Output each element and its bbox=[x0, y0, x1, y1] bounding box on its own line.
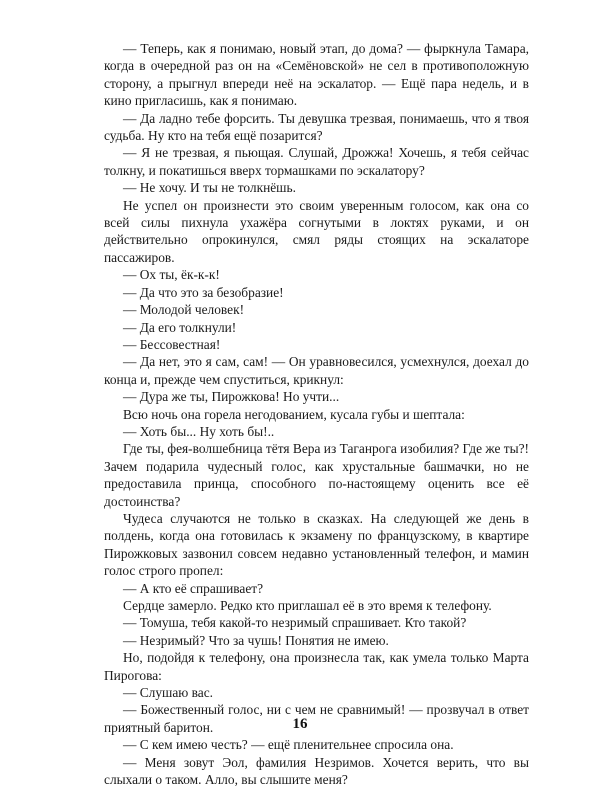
paragraph: — Хоть бы... Ну хоть бы!.. bbox=[123, 423, 275, 439]
paragraph: — Слушаю вас. bbox=[123, 685, 214, 701]
paragraph: — Молодой человек! bbox=[123, 302, 245, 318]
paragraph: Не успел он произнести это своим уверенным голосом, как она со всей силы пихнула ухажёра согнутыми в локтях руками, и он действительно опрокинулся, смял ряды стоящих на эскалаторе пассажиров. bbox=[104, 197, 529, 265]
paragraph: — Меня зовут Эол, фамилия Незримов. Хочется верить, что вы слыхали о таком. Алло, вы слышите меня? bbox=[104, 754, 529, 788]
paragraph: — Да его толкнули! bbox=[123, 319, 237, 335]
paragraph: — Да ладно тебе форсить. Ты девушка трезвая, понимаешь, что я твоя судьба. Ну кто на тебя ещё позарится? bbox=[104, 110, 529, 144]
paragraph: — Незримый? Что за чушь! Понятия не имею. bbox=[123, 632, 389, 648]
paragraph: Сердце замерло. Редко кто приглашал её в это время к телефону. bbox=[123, 598, 492, 613]
page-body-text bbox=[104, 40, 529, 788]
paragraph: Чудеса случаются не только в сказках. На следующей же день в полдень, когда она готовилась к экзамену по французскому, в квартире Пирожковых зазвонил совсем недавно установленный телефон, и мамин голос строго пропел: bbox=[104, 510, 529, 579]
paragraph: — А кто её спрашивает? bbox=[123, 580, 264, 596]
paragraph: — Не хочу. И ты не толкнёшь. bbox=[123, 180, 296, 196]
paragraph: Всю ночь она горела негодованием, кусала губы и шептала: bbox=[123, 406, 465, 422]
paragraph: — Да что это за безобразие! bbox=[123, 284, 284, 300]
paragraph: — Я не трезвая, я пьющая. Слушай, Дрожжа! Хочешь, я тебя сейчас толкну, и покатишься вверх тормашками по эскалатору? bbox=[104, 145, 529, 178]
paragraph: — Божественный голос, ни с чем не сравнимый! — прозвучал в ответ приятный баритон. bbox=[104, 702, 529, 735]
paragraph: — Да нет, это я сам, сам! — Он уравновесился, усмехнулся, доехал до конца и, прежде чем спуститься, крикнул: bbox=[104, 354, 529, 387]
paragraph: — Томуша, тебя какой-то незримый спрашивает. Кто такой? bbox=[123, 615, 467, 631]
paragraph: Но, подойдя к телефону, она произнесла так, как умела только Марта Пирогова: bbox=[104, 650, 529, 683]
page-number: 16 bbox=[292, 716, 308, 732]
paragraph: — Теперь, как я понимаю, новый этап, до дома? — фыркнула Тамара, когда в очередной раз он на «Семёновской» не сел в противоположную сторону, а прыгнул впереди неё на эскалатор. — Ещё пара недель, и в кино пригласишь, как я понимаю. bbox=[104, 41, 529, 109]
paragraph: Где ты, фея-волшебница тётя Вера из Таганрога изобилия? Где же ты?! Зачем подарила чудесный голос, как хрустальные башмачки, но не предоставила принца, способного по-настоящему оценить все её достоинства? bbox=[104, 441, 529, 509]
paragraph: — Дура же ты, Пирожкова! Но учти... bbox=[123, 389, 340, 405]
paragraph: — Бессовестная! bbox=[123, 336, 221, 352]
paragraph: — Ох ты, ёк-к-к! bbox=[123, 267, 220, 283]
paragraph: — С кем имею честь? — ещё пленительнее спросила она. bbox=[123, 737, 454, 753]
